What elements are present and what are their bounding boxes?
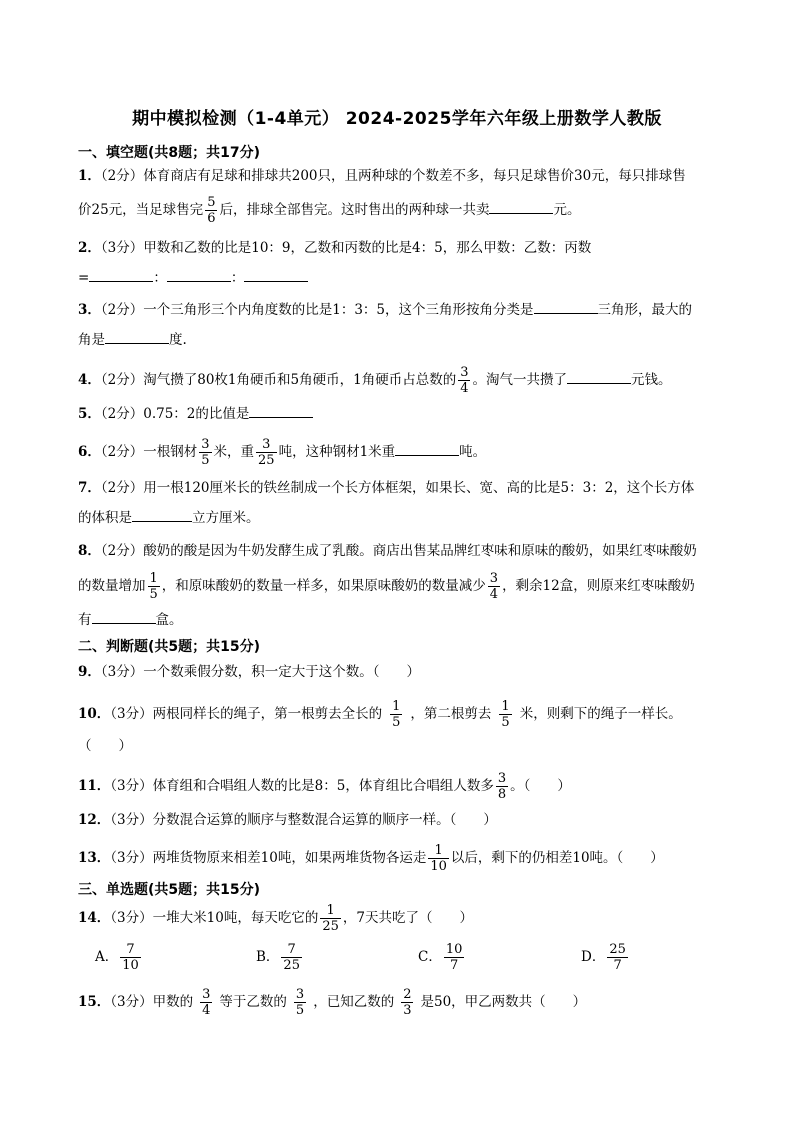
question-text: 用一根120厘米长的铁丝制成一个长方体框架，如果长、宽、高的比是5：3：2，这个长方体 <box>143 480 695 496</box>
question-score: （2分） <box>100 543 144 559</box>
fraction <box>120 943 141 972</box>
question-number: 11． <box>78 778 111 794</box>
fraction <box>294 988 306 1017</box>
fraction <box>496 772 508 801</box>
question-4 <box>78 366 671 395</box>
answer-blank[interactable] <box>89 269 153 282</box>
option-label: D． <box>581 949 606 965</box>
question-text: 淘气攒了80枚1角硬币和5角硬币，1角硬币占总数的 <box>143 372 457 388</box>
question-15 <box>78 988 586 1017</box>
question-text: 两堆货物原来相差10吨，如果两堆货物各运走 <box>152 850 427 866</box>
denominator: 25 <box>283 958 300 973</box>
question-text: 一个三角形三个内角度数的比是1：3：5，这个三角形按角分类是 <box>143 302 534 318</box>
answer-blank[interactable] <box>105 331 169 344</box>
question-text: 米，重 <box>213 444 255 460</box>
question-text: 0.75：2的比值是 <box>143 406 250 422</box>
numerator: 3 <box>295 987 305 1002</box>
question-7-line-1 <box>78 478 694 498</box>
question-3-line-1 <box>78 300 692 320</box>
numerator: 1 <box>392 699 401 714</box>
question-6 <box>78 438 486 467</box>
question-8-line-3 <box>78 610 183 630</box>
question-score: （2分） <box>100 444 144 460</box>
denominator: 5 <box>501 715 510 730</box>
option-label: A． <box>95 949 119 965</box>
question-score: （3分） <box>100 664 144 680</box>
question-text: 以后，剩下的仍相差10吨。（ ） <box>450 850 664 866</box>
question-number: 12． <box>78 812 111 828</box>
numerator: 7 <box>281 943 302 958</box>
answer-blank[interactable] <box>489 201 553 214</box>
question-number: 10． <box>78 706 111 722</box>
question-text: 甲数和乙数的比是10：9，乙数和丙数的比是4：5，那么甲数：乙数：丙数 <box>143 240 592 256</box>
question-score: （2分） <box>100 372 144 388</box>
question-text: = <box>78 270 90 286</box>
denominator: 4 <box>489 587 499 602</box>
denominator: 6 <box>207 211 216 226</box>
fraction <box>200 988 212 1017</box>
page-title: 期中模拟检测（1-4单元） 2024-2025学年六年级上册数学人教版 <box>132 109 662 129</box>
question-number: 13． <box>78 850 111 866</box>
denominator: 5 <box>295 1003 305 1018</box>
question-number: 1． <box>78 168 101 184</box>
fraction <box>320 904 341 933</box>
option-a[interactable] <box>95 943 143 972</box>
fraction <box>428 844 449 873</box>
question-text: 米，则剩下的绳子一样长。 <box>519 706 682 722</box>
question-text: ，7天共吃了（ ） <box>342 910 473 926</box>
question-text: 。（ ） <box>510 778 571 794</box>
question-11 <box>78 772 571 801</box>
answer-blank[interactable] <box>249 405 313 418</box>
denominator: 25 <box>258 453 275 468</box>
numerator: 3 <box>256 438 277 453</box>
fraction <box>444 943 465 972</box>
question-text: 体育商店有足球和排球共200只，且两种球的个数差不多，每只足球售价30元，每只排球售 <box>143 168 686 184</box>
option-c[interactable] <box>418 943 466 972</box>
question-score: （3分） <box>110 706 153 722</box>
fraction <box>499 700 511 729</box>
numerator: 3 <box>497 771 507 786</box>
question-text: 立方厘米。 <box>192 510 260 526</box>
numerator: 1 <box>501 699 510 714</box>
fraction <box>205 196 217 225</box>
question-score: （2分） <box>100 480 144 496</box>
question-text: 元。 <box>553 202 581 218</box>
answer-paren[interactable]: （ ） <box>78 738 132 754</box>
question-2-line-1 <box>78 238 591 258</box>
denominator: 8 <box>497 787 507 802</box>
numerator: 3 <box>489 571 499 586</box>
question-text: 一个数乘假分数，积一定大于这个数。（ ） <box>143 664 420 680</box>
numerator: 3 <box>460 365 469 380</box>
question-text: 酸奶的酸是因为牛奶发酵生成了乳酸。商店出售某品牌红枣味和原味的酸奶，如果红枣味酸奶 <box>143 543 697 559</box>
question-10-line-1 <box>78 700 682 729</box>
question-text: 两根同样长的绳子，第一根剪去全长的 <box>152 706 383 722</box>
question-text: ，剩余12盒，则原来红枣味酸奶 <box>502 578 695 594</box>
denominator: 7 <box>613 958 622 973</box>
question-13 <box>78 844 664 873</box>
question-text: 是50，甲乙两数共（ ） <box>420 994 587 1010</box>
question-10-line-2 <box>78 736 132 756</box>
question-number: 3． <box>78 302 101 318</box>
question-number: 14． <box>78 910 111 926</box>
answer-blank[interactable] <box>92 611 156 624</box>
numerator: 1 <box>428 844 449 859</box>
question-14 <box>78 904 473 933</box>
question-text: 的数量增加 <box>78 578 146 594</box>
question-text: 甲数的 <box>152 994 194 1010</box>
denominator: 10 <box>430 859 447 874</box>
denominator: 25 <box>322 919 339 934</box>
question-text: ，已知乙数的 <box>313 994 395 1010</box>
question-text: 盒。 <box>155 612 183 628</box>
numerator: 1 <box>149 571 158 586</box>
question-text: 等于乙数的 <box>219 994 287 1010</box>
question-number: 9． <box>78 664 101 680</box>
denominator: 5 <box>201 453 210 468</box>
question-text: 后，排球全部售完。这时售出的两种球一共卖 <box>219 202 490 218</box>
fraction <box>256 438 277 467</box>
section-fill-blank: 一、填空题(共8题；共17分) <box>78 145 261 161</box>
numerator: 3 <box>202 987 211 1002</box>
answer-blank[interactable] <box>244 269 308 282</box>
question-text: 角是 <box>78 332 105 348</box>
denominator: 7 <box>449 958 459 973</box>
question-1-line-2 <box>78 196 580 225</box>
question-8-line-2 <box>78 572 695 601</box>
denominator: 4 <box>460 381 469 396</box>
question-number: 5． <box>78 406 101 422</box>
question-3-line-2 <box>78 330 187 350</box>
section-true-false: 二、判断题(共5题；共15分) <box>78 639 261 655</box>
numerator: 1 <box>320 904 341 919</box>
question-1-line-1 <box>78 166 686 186</box>
question-number: 6． <box>78 444 101 460</box>
question-score: （2分） <box>100 406 144 422</box>
question-text: 有 <box>78 612 92 628</box>
fraction <box>488 572 500 601</box>
fraction <box>458 366 470 395</box>
answer-blank[interactable] <box>167 269 231 282</box>
denominator: 10 <box>122 958 139 973</box>
fraction <box>199 438 211 467</box>
question-score: （3分） <box>110 994 153 1010</box>
numerator: 25 <box>609 942 626 957</box>
fraction <box>607 943 628 972</box>
option-label: C． <box>418 949 442 965</box>
question-score: （2分） <box>100 302 144 318</box>
question-text: 度. <box>169 332 187 348</box>
denominator: 5 <box>149 587 158 602</box>
option-label: B． <box>256 949 280 965</box>
answer-blank[interactable] <box>567 371 631 384</box>
question-score: （3分） <box>110 778 153 794</box>
numerator: 3 <box>201 437 210 452</box>
question-text: 吨，这种钢材1米重 <box>278 444 396 460</box>
answer-blank[interactable] <box>132 509 192 522</box>
answer-blank[interactable] <box>534 301 598 314</box>
question-5 <box>78 404 313 424</box>
question-text: 一堆大米10吨，每天吃它的 <box>152 910 319 926</box>
fraction <box>401 988 413 1017</box>
numerator: 5 <box>207 195 216 210</box>
question-text: 价25元，当足球售完 <box>78 202 204 218</box>
question-12 <box>78 810 497 830</box>
question-9 <box>78 662 420 682</box>
numerator: 2 <box>403 987 412 1002</box>
question-number: 4． <box>78 372 101 388</box>
question-text: 分数混合运算的顺序与整数混合运算的顺序一样。（ ） <box>152 812 497 828</box>
denominator: 5 <box>392 715 401 730</box>
question-text: ： <box>153 270 167 286</box>
fraction <box>390 700 402 729</box>
question-score: （3分） <box>100 240 144 256</box>
question-text: ： <box>230 270 245 286</box>
question-score: （2分） <box>100 168 144 184</box>
question-text: 。淘气一共攒了 <box>472 372 567 388</box>
question-text: 一根钢材 <box>143 444 198 460</box>
denominator: 4 <box>202 1003 211 1018</box>
numerator: 7 <box>120 943 141 958</box>
section-single-choice: 三、单选题(共5题；共15分) <box>78 882 261 898</box>
question-text: 元钱。 <box>630 372 672 388</box>
question-text: 体育组和合唱组人数的比是8：5，体育组比合唱组人数多 <box>152 778 494 794</box>
question-2-line-2 <box>78 268 308 288</box>
question-text: 三角形，最大的 <box>597 302 693 318</box>
answer-blank[interactable] <box>395 443 459 456</box>
question-number: 7． <box>78 480 101 496</box>
question-7-line-2 <box>78 508 260 528</box>
question-score: （3分） <box>110 850 153 866</box>
question-score: （3分） <box>110 812 153 828</box>
question-score: （3分） <box>110 910 153 926</box>
numerator: 10 <box>445 942 463 957</box>
question-text: 的体积是 <box>78 510 132 526</box>
question-text: ，第二根剪去 <box>410 706 492 722</box>
question-number: 15． <box>78 994 111 1010</box>
option-d[interactable] <box>581 943 630 972</box>
denominator: 3 <box>403 1003 412 1018</box>
fraction <box>281 943 302 972</box>
question-text: 吨。 <box>459 444 487 460</box>
question-8-line-1 <box>78 541 697 561</box>
question-number: 8． <box>78 543 101 559</box>
question-number: 2． <box>78 240 101 256</box>
question-text: ，和原味酸奶的数量一样多，如果原味酸奶的数量减少 <box>161 578 486 594</box>
fraction <box>148 572 160 601</box>
option-b[interactable] <box>256 943 304 972</box>
